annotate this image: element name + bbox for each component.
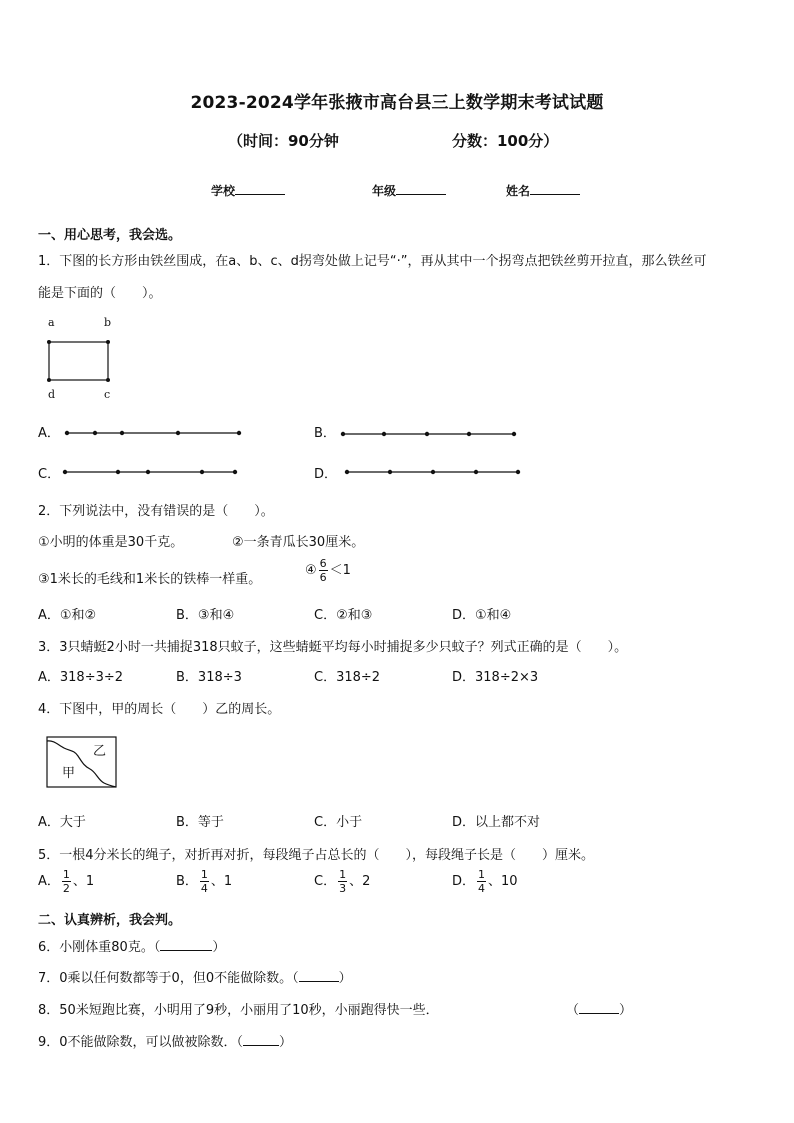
q2-option-b[interactable]: B．③和④ bbox=[176, 608, 235, 623]
q2-option-a[interactable]: A．①和② bbox=[38, 608, 97, 623]
page-title: 2023-2024学年张掖市高台县三上数学期末考试试题 bbox=[190, 93, 604, 113]
school-label: 学校 bbox=[211, 184, 236, 198]
q5-option-d-fraction bbox=[477, 869, 486, 894]
corner-label-a: a bbox=[48, 316, 55, 329]
grade-label: 年级 bbox=[372, 184, 397, 198]
grade-field bbox=[372, 182, 446, 199]
q9-close: ） bbox=[279, 1035, 293, 1050]
q5-option-b-tail: 、1 bbox=[210, 874, 233, 889]
q1-option-c-segment bbox=[60, 466, 245, 480]
q5-option-c-tail: 、2 bbox=[349, 874, 371, 889]
q1-option-b-label: B． bbox=[314, 426, 336, 441]
q5-option-d-label: D． bbox=[452, 874, 476, 889]
q3-option-c[interactable]: C．318÷2 bbox=[314, 670, 381, 685]
q1-option-d[interactable] bbox=[314, 463, 337, 482]
corner-dot-d bbox=[47, 378, 51, 382]
q9 bbox=[38, 1031, 292, 1050]
q8 bbox=[38, 999, 439, 1018]
q5-option-a[interactable] bbox=[38, 869, 94, 894]
q6-text: 6．小刚体重80克。（ bbox=[38, 940, 161, 955]
q5-option-d-numerator: 1 bbox=[478, 868, 486, 881]
q2-stem: 2．下列说法中，没有错误的是（ ）。 bbox=[38, 504, 274, 519]
q4-shape-figure bbox=[46, 736, 120, 790]
q5-option-b-denominator: 4 bbox=[200, 882, 208, 895]
q5-option-b-numerator: 1 bbox=[200, 868, 208, 881]
label-jia: 甲 bbox=[62, 766, 76, 781]
q1-option-c-label: C． bbox=[38, 467, 61, 482]
q1-option-b[interactable] bbox=[314, 422, 336, 441]
q7-text: 7．0乘以任何数都等于0，但0不能做除数。（ bbox=[38, 971, 299, 986]
q8-answer bbox=[566, 999, 632, 1018]
name-blank bbox=[530, 182, 580, 195]
corner-dot-b bbox=[106, 340, 110, 344]
q3-option-a[interactable]: A．318÷3÷2 bbox=[38, 670, 124, 685]
q9-answer-blank[interactable] bbox=[243, 1033, 279, 1046]
q5-option-a-label: A． bbox=[38, 874, 60, 889]
q1-option-a-segment bbox=[62, 427, 247, 441]
rectangle-figure bbox=[40, 334, 120, 390]
exam-score: 分数：100分） bbox=[452, 132, 559, 150]
section-2-title: 二、认真辨析，我会判。 bbox=[38, 913, 182, 928]
corner-label-b: b bbox=[104, 316, 112, 329]
q5-option-d-denominator: 4 bbox=[478, 882, 486, 895]
name-label: 姓名 bbox=[506, 184, 531, 198]
q5-option-b-fraction bbox=[200, 869, 209, 894]
q3-option-d[interactable]: D．318÷2×3 bbox=[452, 670, 539, 685]
q3-option-b[interactable]: B．318÷3 bbox=[176, 670, 242, 685]
q9-text: 9．0不能做除数，可以做被除数．（ bbox=[38, 1035, 244, 1050]
q5-option-d[interactable] bbox=[452, 869, 518, 894]
q4-stem: 4．下图中，甲的周长（ ）乙的周长。 bbox=[38, 702, 281, 717]
q1-option-d-label: D． bbox=[314, 467, 338, 482]
q2-option-c[interactable]: C．②和③ bbox=[314, 608, 373, 623]
q2-statement-4 bbox=[305, 558, 351, 583]
q1-option-a[interactable] bbox=[38, 422, 60, 441]
q8-close: ） bbox=[619, 1003, 633, 1018]
q1-option-d-segment bbox=[342, 466, 527, 480]
corner-dot-c bbox=[106, 378, 110, 382]
q4-option-a[interactable]: A．大于 bbox=[38, 815, 86, 830]
q7-close: ） bbox=[338, 971, 352, 986]
school-blank bbox=[235, 182, 285, 195]
q1-stem-line1: 1．下图的长方形由铁丝围成，在a、b、c、d拐弯处做上记号“·”，再从其中一个拐弯点把铁丝剪开拉直，那么铁丝可 bbox=[38, 254, 707, 269]
q1-option-b-segment bbox=[338, 428, 523, 442]
q2-fraction-denominator: 6 bbox=[319, 571, 327, 584]
name-field bbox=[506, 182, 580, 199]
section-1-title: 一、用心思考，我会选。 bbox=[38, 228, 182, 243]
q5-option-b-label: B． bbox=[176, 874, 198, 889]
q1-stem-line2: 能是下面的（ ）。 bbox=[38, 286, 162, 301]
q5-option-a-fraction bbox=[62, 869, 71, 894]
q4-option-c[interactable]: C．小于 bbox=[314, 815, 363, 830]
q2-statement-4-suffix: ＜1 bbox=[329, 563, 351, 578]
q4-option-b[interactable]: B．等于 bbox=[176, 815, 224, 830]
q2-statement-3: ③1米长的毛线和1米长的铁棒一样重。 bbox=[38, 572, 262, 587]
exam-time: （时间：90分钟 bbox=[228, 132, 339, 150]
q6-close: ） bbox=[212, 940, 226, 955]
q5-option-c[interactable] bbox=[314, 869, 370, 894]
q5-option-c-fraction bbox=[338, 869, 347, 894]
corner-dot-a bbox=[47, 340, 51, 344]
q5-stem: 5．一根4分米长的绳子，对折再对折，每段绳子占总长的（ ），每段绳子长是（ ）厘米。 bbox=[38, 848, 595, 863]
q1-option-a-label: A． bbox=[38, 426, 60, 441]
q6 bbox=[38, 936, 225, 955]
q2-statement-2: ②一条青瓜长30厘米。 bbox=[232, 535, 365, 550]
q2-statement-4-prefix: ④ bbox=[305, 563, 317, 578]
q5-option-a-tail: 、1 bbox=[72, 874, 95, 889]
grade-blank bbox=[396, 182, 446, 195]
q8-open: （ bbox=[566, 1003, 580, 1018]
q2-fraction-numerator: 6 bbox=[319, 557, 327, 570]
q6-answer-blank[interactable] bbox=[160, 938, 212, 951]
q5-option-a-denominator: 2 bbox=[62, 882, 70, 895]
corner-label-d: d bbox=[48, 388, 56, 401]
q5-option-c-numerator: 1 bbox=[339, 868, 347, 881]
q4-option-d[interactable]: D．以上都不对 bbox=[452, 815, 541, 830]
q2-fraction bbox=[319, 558, 328, 583]
q8-text: 8．50米短跑比赛，小明用了9秒，小丽用了10秒，小丽跑得快一些． bbox=[38, 1003, 439, 1018]
q5-option-b[interactable] bbox=[176, 869, 232, 894]
q7-answer-blank[interactable] bbox=[299, 969, 339, 982]
q5-option-c-denominator: 3 bbox=[339, 882, 347, 895]
school-field bbox=[211, 182, 285, 199]
q7 bbox=[38, 967, 352, 986]
q5-option-a-numerator: 1 bbox=[62, 868, 70, 881]
q3-stem: 3．3只蜻蜓2小时一共捕捉318只蚊子，这些蜻蜓平均每小时捕捉多少只蚊子？列式正确的是（ ）。 bbox=[38, 640, 628, 655]
q1-option-c[interactable] bbox=[38, 463, 60, 482]
q5-option-c-label: C． bbox=[314, 874, 337, 889]
q8-answer-blank[interactable] bbox=[579, 1001, 619, 1014]
q2-statement-1: ①小明的体重是30千克。 bbox=[38, 535, 184, 550]
q5-option-d-tail: 、10 bbox=[488, 874, 518, 889]
q2-option-d[interactable]: D．①和④ bbox=[452, 608, 512, 623]
corner-label-c: c bbox=[104, 388, 111, 401]
label-yi: 乙 bbox=[93, 744, 107, 759]
